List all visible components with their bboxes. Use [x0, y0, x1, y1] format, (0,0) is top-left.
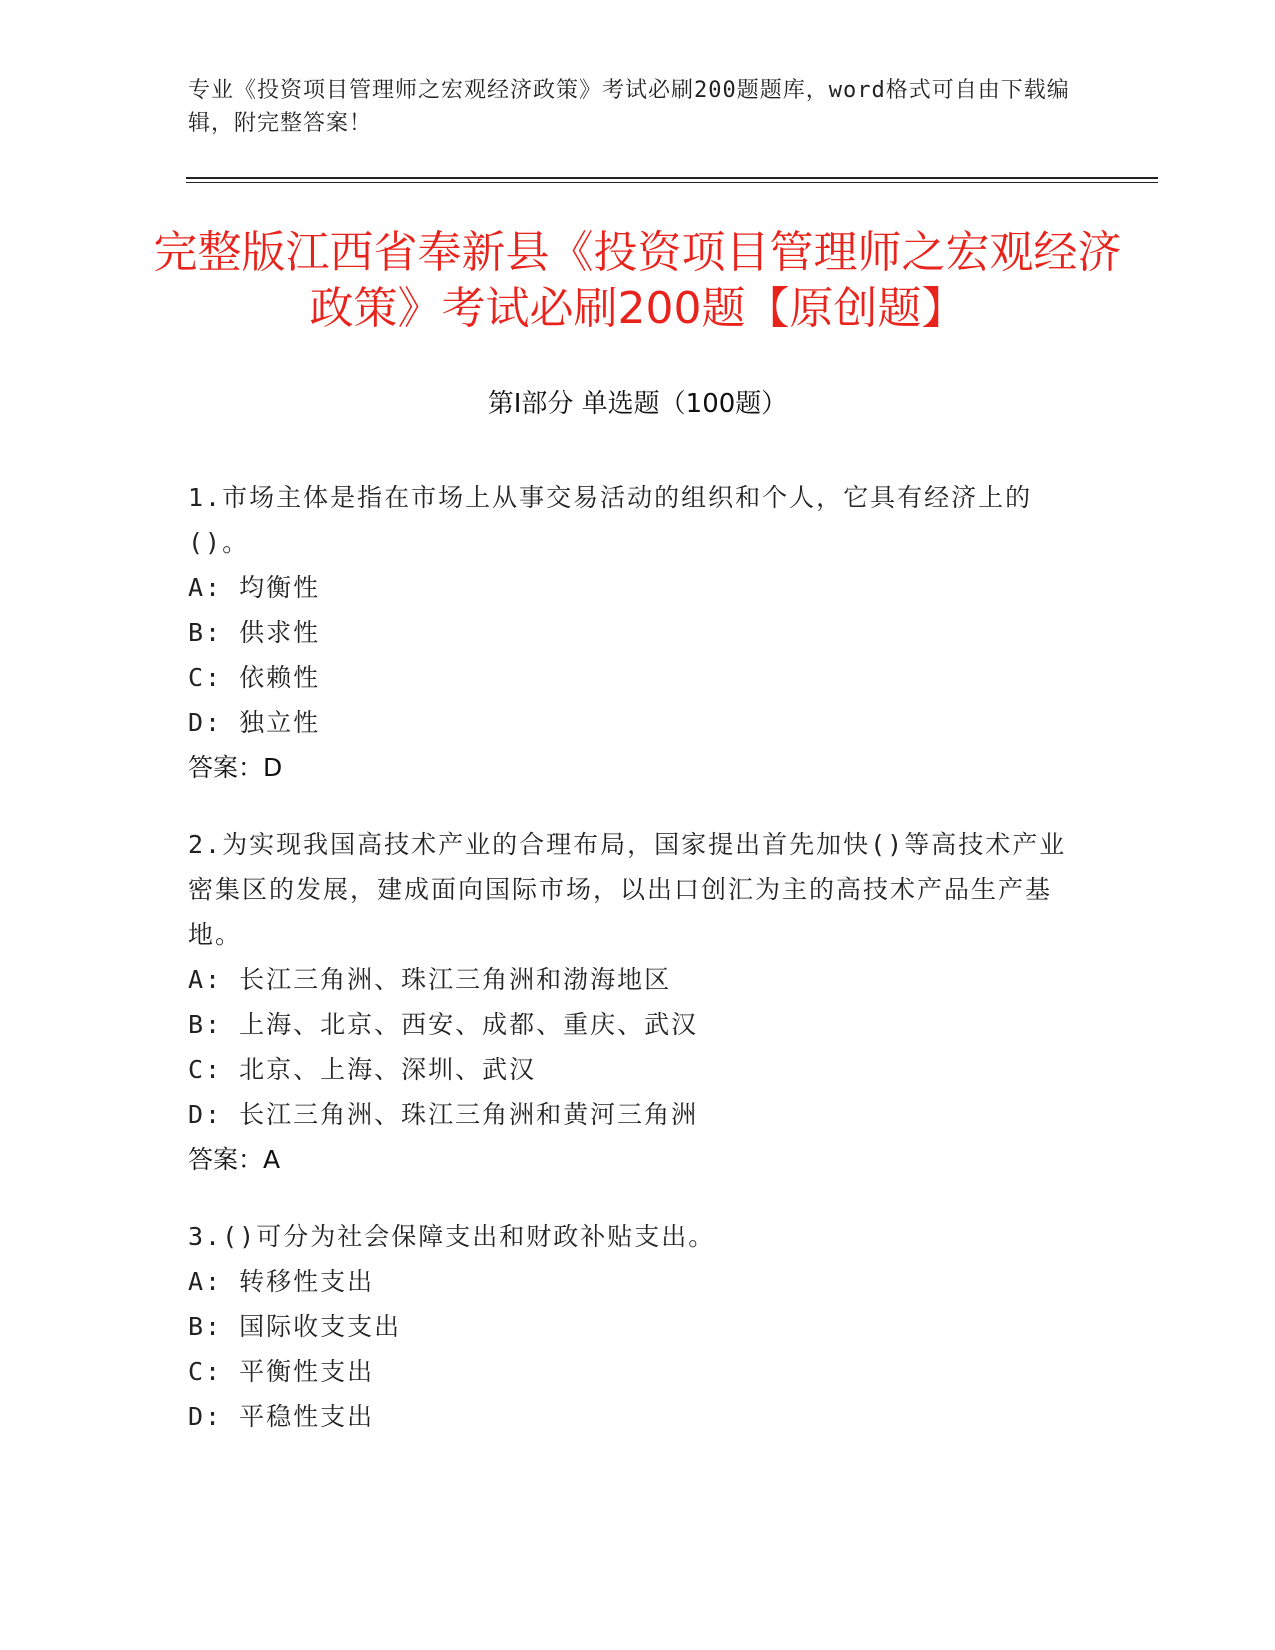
option-c: C: 依赖性: [188, 663, 321, 692]
question-1: [188, 475, 1068, 790]
question-text: 3.()可分为社会保障支出和财政补贴支出。: [188, 1222, 716, 1251]
question-2: [188, 822, 1068, 1182]
answer: 答案：D: [188, 753, 283, 782]
header-rule-thin: [186, 182, 1158, 183]
option-b: B: 供求性: [188, 618, 321, 647]
question-text: 1.市场主体是指在市场上从事交易活动的组织和个人，它具有经济上的()。: [188, 483, 1033, 557]
header-rule-thick: [186, 177, 1158, 179]
option-d: D: 独立性: [188, 708, 321, 737]
option-b: B: 国际收支支出: [188, 1312, 402, 1341]
option-d: D: 长江三角洲、珠江三角洲和黄河三角洲: [188, 1100, 699, 1129]
answer: 答案：A: [188, 1145, 281, 1174]
question-3: [188, 1214, 1068, 1439]
option-a: A: 均衡性: [188, 573, 321, 602]
option-b: B: 上海、北京、西安、成都、重庆、武汉: [188, 1010, 699, 1039]
option-d: D: 平稳性支出: [188, 1402, 375, 1431]
document-title: 完整版江西省奉新县《投资项目管理师之宏观经济政策》考试必刷200题【原创题】: [153, 227, 1122, 334]
section-title: 第Ⅰ部分 单选题（100题）: [487, 389, 788, 419]
question-list: [188, 475, 1068, 1471]
header-note: 专业《投资项目管理师之宏观经济政策》考试必刷200题题库，word格式可自由下载编辑，附完整答案！: [188, 78, 1070, 136]
option-c: C: 平衡性支出: [188, 1357, 375, 1386]
question-text: 2.为实现我国高技术产业的合理布局，国家提出首先加快()等高技术产业密集区的发展，建成面向国际市场，以出口创汇为主的高技术产品生产基地。: [188, 830, 1067, 949]
option-a: A: 长江三角洲、珠江三角洲和渤海地区: [188, 965, 672, 994]
option-c: C: 北京、上海、深圳、武汉: [188, 1055, 537, 1084]
option-a: A: 转移性支出: [188, 1267, 375, 1296]
